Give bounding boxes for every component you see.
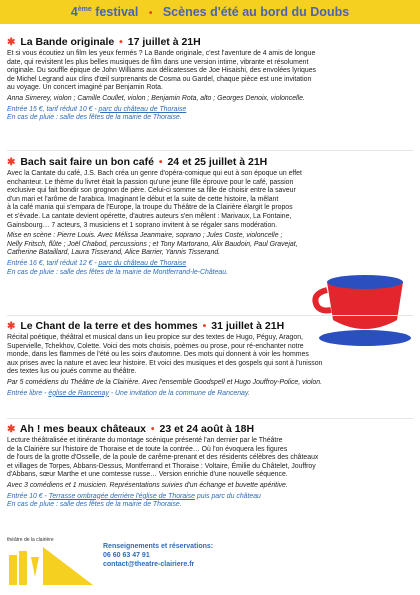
event-description (7, 437, 413, 480)
description-line: aux prises avec la nature et avec leur histoire. Et voici des musiques et des gospels qui sont à l'unisson (7, 359, 323, 367)
event-title: Ah ! mes beaux châteaux (19, 423, 146, 435)
description-line: exclusive qui fait bondir son grognon de père. Celui-ci somme sa fille de choisir entre la saveur (7, 187, 296, 195)
rain-venue: En cas de pluie : salle des fêtes de la mairie de Montferrand-le-Château. (7, 268, 229, 276)
festival-number: 4 (70, 5, 78, 19)
description-line: et villages de Torpes, Abbans-Dessus, Montferrand et Thoraise : Voltaire, Émilie du Châtelet, Jouffroy (7, 462, 316, 470)
event-heading (7, 320, 413, 332)
section-divider (7, 150, 413, 151)
price-note: puis parc du château (195, 492, 261, 500)
heading-separator: • (202, 320, 207, 332)
event-price (7, 106, 413, 115)
price-text: Entrée 16 €, tarif réduit 12 € - (7, 259, 99, 267)
price-text: Entrée 15 €, tarif réduit 10 € - (7, 105, 99, 113)
description-line: d'un mari et l'arôme de l'arabica. Imaginant le début et la suite de cette histoire, la mêlant (7, 195, 279, 203)
event-bach-cafe (7, 156, 413, 277)
description-line: monde, dans les flammes de l'été ou les soirs d'automne. Des mots qui donnent à voir les hommes (7, 351, 309, 359)
star-icon: ✱ (7, 321, 16, 332)
logo-wedge (43, 547, 93, 585)
description-line: de Michel Legrand aux clins d'œil surprenants de Cosma ou Gardel, chaque pièce est une invitation (7, 75, 312, 83)
price-note: - Une invitation de la commune de Rancenay. (108, 389, 250, 397)
event-beaux-chateaux (7, 423, 413, 510)
contact-phone[interactable]: 06 60 63 47 91 (103, 552, 150, 560)
venue-link[interactable]: église de Rancenay (48, 389, 109, 397)
event-cast: Anna Simerey, violon ; Camille Coullet, violon ; Benjamin Rota, alto ; Georges Denoix, violoncelle. (7, 94, 305, 102)
coffee-surface (327, 275, 403, 289)
event-title: La Bande originale (20, 36, 115, 48)
event-date: 24 et 25 juillet à 21H (167, 156, 268, 168)
description-line: à la café mania qui s'empara de l'Europe, la troupe du Théâtre de la Clairière élargit le propos (7, 204, 293, 212)
contact-email[interactable]: contact@theatre-clairiere.fr (103, 561, 195, 569)
festival-number-suffix: ème (77, 5, 92, 13)
description-line: Avec la Cantate du café, J.S. Bach créa un genre d'opéra-comique qui eut à son époque un effet (7, 170, 302, 177)
event-description (7, 170, 413, 230)
festival-title: Scènes d'été au bord du Doubs (162, 5, 350, 19)
heading-separator: • (158, 156, 163, 168)
logo-mark-icon (7, 537, 93, 591)
description-line: Récital poétique, théâtral et musical dans un lieu propice sur des textes de Hugo, Péguy, Aragon, (7, 334, 303, 341)
logo-bar (19, 551, 27, 585)
description-line: Lecture théâtralisée et itinérante du montage scénique présenté l'an dernier par le Théâtre (7, 437, 283, 444)
event-date: 23 et 24 août à 18H (159, 423, 255, 435)
star-icon: ✱ (7, 424, 16, 435)
venue-link[interactable]: Terrasse ombragée derrière l'église de Thoraise (48, 492, 195, 500)
section-divider (7, 315, 413, 316)
description-line: date, qui revisitent les plus belles musiques de film dans une version intime, vibrante et résolument (7, 58, 309, 66)
logo-shape (31, 557, 39, 577)
description-line: enchanteur. Le thème du livret était la passion qu'une jeune fille éprouve pour le café, passion (7, 178, 294, 186)
description-line: des textes lus ou joués comme au théâtre. (7, 368, 137, 376)
description-line: originale. Du souffle épique de John Williams aux délicatesses de Joe Hisaishi, des envolées lyriques (7, 67, 316, 75)
description-line: de l'ours de la grotte d'Osselle, de la poule de carême-prenant et des résidents célèbres des châteaux (7, 454, 319, 462)
event-price (7, 390, 413, 399)
event-bande-originale (7, 36, 413, 123)
description-line: Et si vous écoutiez un film les yeux fermés ? La Bande originale, c'est l'aventure de 4 amis de longue (7, 50, 316, 57)
price-text: Entrée libre - (7, 389, 49, 397)
cup-handle (315, 290, 331, 311)
description-line: au voyage. Un concert imaginé par Benjamin Rota. (7, 84, 163, 92)
star-icon: ✱ (7, 157, 16, 168)
event-price (7, 493, 413, 502)
theatre-logo (7, 537, 93, 591)
venue-link[interactable]: parc du château de Thoraise (98, 105, 187, 113)
contact-info (103, 542, 213, 570)
event-cast: Avec 3 comédiens et 1 musicien. Représentations suivies d'un échange et buvette apéritive. (7, 481, 288, 489)
event-title: Bach sait faire un bon café (20, 156, 154, 168)
rain-venue: En cas de pluie : salle des fêtes de la mairie de Thoraise. (7, 501, 182, 509)
venue-link[interactable]: parc du château de Thoraise (98, 259, 187, 267)
description-line: Gainsbourg… 7 acteurs, 3 musiciens et 1 soprano invitent à se régaler sans modération. (7, 221, 278, 229)
event-cast (7, 232, 413, 258)
event-heading (7, 156, 413, 168)
heading-separator: • (119, 36, 123, 48)
heading-separator: • (150, 423, 155, 435)
banner-title (71, 5, 349, 19)
cast-line: Nelly Fritsch, flûte ; Joël Chabod, percussions ; et Tony Martorano, Alix Baudoin, Paul Gravejat, (7, 240, 298, 248)
rain-venue: En cas de pluie : salle des fêtes de la mairie de Thoraise. (7, 114, 182, 122)
cast-line: Catherine Bataillard, Laura Tisserand, Alice Barrier, Yannis Tisserand. (7, 249, 221, 257)
festival-label: festival (91, 5, 139, 19)
cast-line: Mise en scène : Pierre Louis. Avec Mélissa Jeanmaire, soprano ; Jules Coste, violoncelle ; (7, 232, 283, 240)
event-chant-terre (7, 320, 413, 398)
description-line: Supervielle, Tchekhov, Colette. Voici des mots choisis, poèmes ou prose, pour ré-enchanter notre (7, 342, 304, 350)
event-date: 17 juillet à 21H (127, 36, 201, 48)
contact-title: Renseignements et réservations: (103, 543, 214, 550)
banner-separator: • (148, 8, 153, 19)
event-date: 31 juillet à 21H (211, 320, 285, 332)
event-cast: Par 5 comédiens du Théâtre de la Clairière. Avec l'ensemble Goodspell et Hugo Jouffroy-Police, violon. (7, 378, 323, 386)
festival-banner (0, 0, 420, 24)
description-line: d'Abbans, sœur Marthe et une comtesse russe… Version enrichie d'une nouvelle séquence. (7, 471, 288, 479)
logo-text: théâtre de la clairière (7, 537, 54, 543)
description-line: et s'évade. La cantate devient opérette, d'autres auteurs s'en mêlent : Marivaux, La Fontaine, (7, 212, 292, 220)
description-line: de la Clairière sur l'histoire de Thoraise et de toute la contrée… Où l'on évoquera les figures (7, 445, 288, 453)
event-title: Le Chant de la terre et des hommes (20, 320, 198, 332)
event-description (7, 334, 413, 377)
price-text: Entrée 10 € - (7, 492, 49, 500)
star-icon: ✱ (7, 37, 16, 48)
event-heading (7, 36, 413, 48)
section-divider (7, 418, 413, 419)
event-heading (7, 423, 413, 435)
event-description (7, 50, 413, 93)
logo-bar (9, 555, 17, 585)
